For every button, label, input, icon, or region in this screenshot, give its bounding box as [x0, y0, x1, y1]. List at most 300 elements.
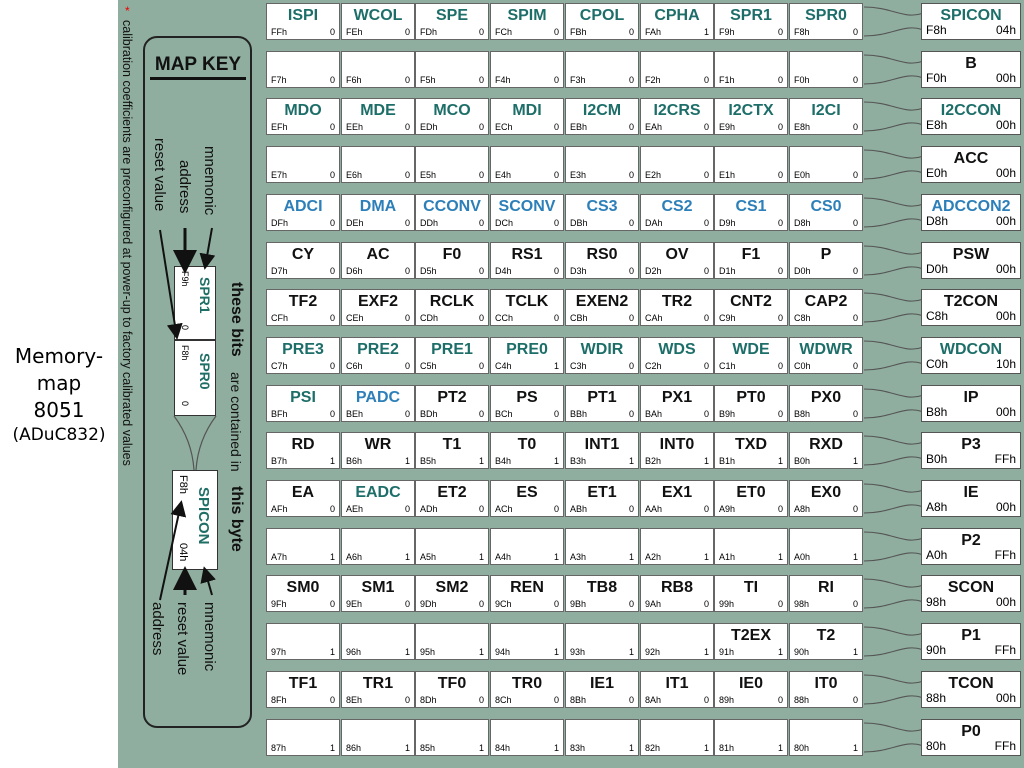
bit-address: C5h — [420, 361, 437, 371]
bit-reset-value: 0 — [628, 313, 634, 323]
bit-name: CY — [291, 246, 315, 263]
bit-name: MCO — [433, 102, 471, 119]
bit-address: 8Bh — [570, 695, 587, 705]
bit-reset-value: 0 — [329, 27, 335, 37]
bit-reset-value: 0 — [852, 122, 858, 132]
bit-cell — [415, 385, 489, 422]
bit-reset-value: 1 — [852, 456, 858, 466]
bit-cell — [490, 242, 564, 279]
bit-cell — [640, 242, 714, 279]
bit-name: SPR1 — [730, 7, 772, 24]
bit-cell — [266, 194, 340, 231]
bit-reset-value: 0 — [777, 122, 783, 132]
bit-name: SCONV — [498, 198, 556, 215]
sfr-reset-value: FFh — [994, 452, 1016, 466]
bit-name: SM2 — [435, 579, 469, 596]
row-connector — [864, 55, 922, 84]
key-arrow-mnemonic-top — [206, 228, 212, 262]
row-connector — [864, 579, 922, 608]
bit-name: PRE3 — [282, 341, 324, 358]
bit-name: PSI — [290, 389, 316, 406]
bit-cell — [341, 385, 415, 422]
bit-cell — [490, 719, 564, 756]
bit-reset-value: 1 — [553, 361, 559, 371]
bit-reset-value: 0 — [628, 361, 634, 371]
bit-cell — [640, 480, 714, 517]
bit-address: 93h — [570, 647, 586, 657]
bit-reset-value: 0 — [553, 122, 559, 132]
bit-name: CS1 — [735, 198, 767, 215]
bit-reset-value: 1 — [628, 647, 634, 657]
bit-address: 8Ah — [645, 695, 662, 705]
sfr-address: A8h — [926, 500, 948, 514]
bit-cell — [565, 337, 639, 374]
bit-reset-value: 1 — [404, 743, 410, 753]
row-connector — [864, 102, 922, 131]
bit-address: C1h — [719, 361, 736, 371]
key-label-reset-bottom: reset value — [174, 602, 191, 676]
bit-address: B8h — [794, 409, 811, 419]
bit-reset-value: 1 — [478, 647, 484, 657]
caption-line-4: (ADuC832) — [12, 425, 106, 445]
bit-address: CBh — [570, 313, 588, 323]
sfr-reset-value: 00h — [995, 500, 1016, 514]
bit-address: CDh — [420, 313, 439, 323]
bit-reset-value: 0 — [628, 218, 634, 228]
sfr-name: P1 — [961, 627, 981, 644]
key-label-reset-top: reset value — [151, 138, 168, 212]
bit-address: B6h — [346, 456, 363, 466]
bit-address: BCh — [495, 409, 513, 419]
bit-address: C8h — [794, 313, 811, 323]
sfr-address: E8h — [926, 118, 948, 132]
bit-address: F0h — [794, 75, 810, 85]
bit-address: B3h — [570, 456, 587, 466]
bit-reset-value: 1 — [329, 647, 335, 657]
sfr-address: 90h — [926, 643, 947, 657]
sfr-name: ACC — [953, 150, 989, 167]
bit-reset-value: 0 — [553, 218, 559, 228]
bit-address: 8Dh — [420, 695, 437, 705]
bit-cell — [640, 432, 714, 469]
bit-name: ET1 — [587, 484, 617, 501]
bit-name: TF1 — [288, 675, 318, 692]
sfr-reset-value: 00h — [995, 691, 1016, 705]
bit-cell — [415, 289, 489, 326]
bit-cell — [714, 623, 788, 660]
bit-address: B0h — [794, 456, 811, 466]
bit-reset-value: 1 — [478, 743, 484, 753]
bit-cell — [341, 480, 415, 517]
sfr-name: B — [965, 55, 977, 72]
bit-address: E6h — [346, 170, 363, 180]
bit-cell — [789, 3, 863, 40]
bit-address: C7h — [271, 361, 288, 371]
bit-address: F1h — [719, 75, 735, 85]
bit-cell — [341, 337, 415, 374]
bit-cell — [714, 480, 788, 517]
bit-name: SPIM — [507, 7, 547, 24]
sfr-name: P2 — [961, 532, 981, 549]
sfr-address: 88h — [926, 691, 947, 705]
bit-reset-value: 0 — [404, 75, 410, 85]
bit-cell — [789, 385, 863, 422]
sfr-name: P0 — [961, 723, 981, 740]
bit-address: F5h — [420, 75, 436, 85]
sfr-box-wdcon — [921, 337, 1021, 374]
bit-cell — [415, 146, 489, 183]
bit-name: CAP2 — [804, 293, 848, 310]
bit-reset-value: 0 — [329, 122, 335, 132]
sfr-box-ie — [921, 480, 1021, 517]
sfr-address: C8h — [926, 309, 949, 323]
bit-name: WDIR — [580, 341, 624, 358]
bit-reset-value: 1 — [852, 743, 858, 753]
sfr-address: F0h — [926, 71, 947, 85]
bit-reset-value: 0 — [628, 122, 634, 132]
sfr-reset-value: 00h — [995, 214, 1016, 228]
bit-cell — [266, 671, 340, 708]
bit-address: EDh — [420, 122, 438, 132]
bit-reset-value: 0 — [478, 361, 484, 371]
bit-name: RS0 — [586, 246, 618, 263]
bit-reset-value: 0 — [852, 313, 858, 323]
key-arrow-reset-top — [160, 230, 176, 332]
bit-cell — [415, 98, 489, 135]
bit-name: EADC — [355, 484, 401, 501]
bit-reset-value: 0 — [628, 599, 634, 609]
bit-address: C0h — [794, 361, 811, 371]
bit-name: TXD — [735, 436, 767, 453]
bit-cell — [415, 719, 489, 756]
bit-reset-value: 0 — [852, 218, 858, 228]
bit-cell — [565, 671, 639, 708]
bit-cell — [565, 623, 639, 660]
sfr-box-psw — [921, 242, 1021, 279]
bit-reset-value: 1 — [478, 552, 484, 562]
bit-cell — [490, 671, 564, 708]
bit-reset-value: 1 — [777, 456, 783, 466]
bit-address: F3h — [570, 75, 586, 85]
bit-reset-value: 1 — [329, 456, 335, 466]
bit-address: 98h — [794, 599, 810, 609]
key-label-address-top: address — [176, 160, 193, 214]
key-example-sfr-reset: 04h — [177, 543, 189, 562]
bit-reset-value: 0 — [329, 218, 335, 228]
bit-reset-value: 0 — [703, 266, 709, 276]
row-connector — [864, 389, 922, 418]
bit-reset-value: 0 — [404, 313, 410, 323]
bit-address: A0h — [794, 552, 811, 562]
bit-address: B1h — [719, 456, 736, 466]
bit-cell — [490, 146, 564, 183]
bit-reset-value: 0 — [478, 75, 484, 85]
bit-cell — [490, 3, 564, 40]
bit-name: WCOL — [353, 7, 403, 24]
bit-cell — [714, 528, 788, 565]
bit-reset-value: 0 — [478, 409, 484, 419]
row-connectors — [864, 0, 924, 768]
bit-name: PT0 — [736, 389, 766, 406]
sfr-address: 98h — [926, 595, 947, 609]
bit-cell — [490, 385, 564, 422]
row-connector — [864, 436, 922, 465]
row-connector — [864, 7, 922, 36]
sfr-box-p2 — [921, 528, 1021, 565]
bit-reset-value: 0 — [553, 313, 559, 323]
bit-address: F6h — [346, 75, 362, 85]
bit-address: E9h — [719, 122, 736, 132]
bit-address: 88h — [794, 695, 810, 705]
bit-reset-value: 0 — [852, 599, 858, 609]
bit-name: T2 — [816, 627, 836, 644]
bit-name: IE1 — [589, 675, 614, 692]
bit-cell — [640, 289, 714, 326]
bit-name: ADCI — [283, 198, 323, 215]
bit-address: E7h — [271, 170, 288, 180]
sfr-reset-value: 00h — [995, 71, 1016, 85]
bit-address: D5h — [420, 266, 437, 276]
bit-reset-value: 0 — [404, 409, 410, 419]
calibration-note — [119, 6, 135, 756]
bit-reset-value: 0 — [703, 313, 709, 323]
bit-name: F1 — [741, 246, 761, 263]
bit-address: A4h — [495, 552, 512, 562]
bit-name: DMA — [359, 198, 397, 215]
sfr-name: TCON — [948, 675, 994, 692]
bit-address: 8Ch — [495, 695, 512, 705]
bit-reset-value: 0 — [703, 75, 709, 85]
bit-address: 96h — [346, 647, 362, 657]
key-example-sfr-name: SPICON — [195, 487, 212, 545]
bit-cell — [789, 575, 863, 612]
row-connector — [864, 293, 922, 322]
bit-address: DFh — [271, 218, 289, 228]
bit-name: SM0 — [286, 579, 320, 596]
sfr-box-i2ccon — [921, 98, 1021, 135]
bit-reset-value: 0 — [777, 361, 783, 371]
bit-name: CS3 — [586, 198, 618, 215]
bit-reset-value: 0 — [404, 361, 410, 371]
bit-reset-value: 1 — [553, 647, 559, 657]
bit-address: A6h — [346, 552, 363, 562]
bit-cell — [341, 194, 415, 231]
bit-reset-value: 0 — [553, 266, 559, 276]
key-label-address-bottom: address — [149, 602, 166, 656]
bit-cell — [565, 719, 639, 756]
bit-address: EBh — [570, 122, 588, 132]
bit-address: FEh — [346, 27, 363, 37]
sfr-box-p3 — [921, 432, 1021, 469]
bit-address: 81h — [719, 743, 735, 753]
bit-name: ET2 — [437, 484, 467, 501]
bit-address: B9h — [719, 409, 736, 419]
key-example-bit-spr0-reset: 0 — [180, 401, 190, 407]
bit-cell — [789, 146, 863, 183]
bit-reset-value: 0 — [553, 695, 559, 705]
bit-address: DBh — [570, 218, 588, 228]
bit-reset-value: 0 — [852, 27, 858, 37]
bit-cell — [789, 98, 863, 135]
bit-name: IE0 — [738, 675, 763, 692]
row-connector — [864, 484, 922, 513]
bit-address: DAh — [645, 218, 663, 228]
bit-name: PT1 — [587, 389, 617, 406]
bit-reset-value: 0 — [404, 266, 410, 276]
bit-address: E0h — [794, 170, 811, 180]
bit-reset-value: 0 — [852, 266, 858, 276]
bit-cell — [266, 528, 340, 565]
caption-line-1: Memory- — [14, 344, 104, 368]
bit-reset-value: 0 — [628, 266, 634, 276]
bit-name: WDS — [658, 341, 696, 358]
bit-address: AAh — [645, 504, 663, 514]
bit-name: TR2 — [661, 293, 693, 310]
bit-cell — [789, 337, 863, 374]
bit-name: SPE — [435, 7, 468, 24]
bit-cell — [341, 242, 415, 279]
bit-cell — [341, 623, 415, 660]
bit-address: 91h — [719, 647, 735, 657]
bit-cell — [714, 385, 788, 422]
register-row-p1 — [266, 623, 866, 660]
sfr-box-ip — [921, 385, 1021, 422]
sfr-name: I2CCON — [940, 102, 1002, 119]
row-connector — [864, 341, 922, 370]
bit-reset-value: 0 — [478, 504, 484, 514]
sfr-reset-value: 00h — [995, 595, 1016, 609]
bit-name: EA — [291, 484, 315, 501]
bit-reset-value: 0 — [478, 266, 484, 276]
caption-line-2: map — [36, 371, 82, 395]
bit-address: E5h — [420, 170, 437, 180]
sfr-name: PSW — [952, 246, 990, 263]
bit-reset-value: 0 — [553, 599, 559, 609]
bit-address: F4h — [495, 75, 511, 85]
bit-reset-value: 1 — [703, 647, 709, 657]
bit-name: RS1 — [511, 246, 543, 263]
bit-address: DDh — [420, 218, 439, 228]
bit-address: A3h — [570, 552, 587, 562]
bit-name: INT0 — [659, 436, 695, 453]
bit-address: 9Ch — [495, 599, 512, 609]
bit-name: P — [820, 246, 832, 263]
bit-address: BFh — [271, 409, 288, 419]
bit-address: F8h — [794, 27, 810, 37]
bit-address: DEh — [346, 218, 364, 228]
bit-name: RCLK — [429, 293, 475, 310]
sfr-name: P3 — [961, 436, 981, 453]
bit-address: D3h — [570, 266, 587, 276]
bit-address: 80h — [794, 743, 810, 753]
bit-reset-value: 0 — [553, 504, 559, 514]
bit-reset-value: 0 — [777, 266, 783, 276]
bit-name: RD — [291, 436, 315, 453]
register-row-tcon — [266, 671, 866, 708]
bit-reset-value: 0 — [404, 695, 410, 705]
bit-cell — [415, 432, 489, 469]
bit-reset-value: 0 — [404, 599, 410, 609]
bit-address: F7h — [271, 75, 287, 85]
bit-address: 9Dh — [420, 599, 437, 609]
bit-reset-value: 0 — [478, 122, 484, 132]
bit-cell — [640, 98, 714, 135]
bit-address: 97h — [271, 647, 287, 657]
sfr-address: 80h — [926, 739, 947, 753]
bit-reset-value: 0 — [703, 409, 709, 419]
sfr-box-adccon2 — [921, 194, 1021, 231]
bit-reset-value: 0 — [852, 695, 858, 705]
bit-address: 90h — [794, 647, 810, 657]
bit-cell — [490, 528, 564, 565]
bit-reset-value: 0 — [852, 75, 858, 85]
bit-reset-value: 0 — [628, 75, 634, 85]
bit-cell — [789, 480, 863, 517]
bit-address: E8h — [794, 122, 811, 132]
bit-address: CAh — [645, 313, 663, 323]
bit-name: CPOL — [579, 7, 625, 24]
bit-reset-value: 0 — [628, 27, 634, 37]
bit-address: B7h — [271, 456, 288, 466]
bit-address: ADh — [420, 504, 438, 514]
bit-reset-value: 0 — [777, 218, 783, 228]
bit-cell — [266, 719, 340, 756]
bit-cell — [789, 289, 863, 326]
bit-address: FBh — [570, 27, 587, 37]
bit-cell — [266, 289, 340, 326]
sfr-reset-value: 00h — [995, 309, 1016, 323]
bit-cell — [415, 575, 489, 612]
bit-name: EX1 — [661, 484, 693, 501]
sfr-reset-value: 04h — [995, 23, 1016, 37]
register-row-p0 — [266, 719, 866, 756]
key-example-bit-spr1-reset: 0 — [180, 325, 190, 331]
bit-address: A7h — [271, 552, 288, 562]
bit-cell — [415, 671, 489, 708]
bit-cell — [714, 719, 788, 756]
bit-address: 89h — [719, 695, 735, 705]
bit-address: EAh — [645, 122, 663, 132]
sfr-name: T2CON — [943, 293, 999, 310]
bit-reset-value: 0 — [628, 170, 634, 180]
bit-cell — [341, 3, 415, 40]
bit-address: ECh — [495, 122, 513, 132]
bit-address: EFh — [271, 122, 288, 132]
bit-cell — [266, 98, 340, 135]
register-row-adccon2 — [266, 194, 866, 231]
bit-cell — [789, 51, 863, 88]
bit-cell — [266, 385, 340, 422]
bit-cell — [640, 528, 714, 565]
bit-name: CPHA — [654, 7, 700, 24]
bit-reset-value: 1 — [329, 743, 335, 753]
bit-cell — [640, 3, 714, 40]
bit-reset-value: 0 — [777, 504, 783, 514]
bit-address: A9h — [719, 504, 736, 514]
bit-cell — [266, 51, 340, 88]
bit-cell — [341, 671, 415, 708]
bit-cell — [565, 432, 639, 469]
bit-reset-value: 0 — [329, 599, 335, 609]
sfr-reset-value: FFh — [994, 548, 1016, 562]
bit-cell — [565, 146, 639, 183]
bit-cell — [415, 528, 489, 565]
bit-cell — [490, 623, 564, 660]
bit-reset-value: 1 — [777, 552, 783, 562]
bit-address: FDh — [420, 27, 438, 37]
bit-cell — [565, 385, 639, 422]
sfr-reset-value: 00h — [995, 405, 1016, 419]
